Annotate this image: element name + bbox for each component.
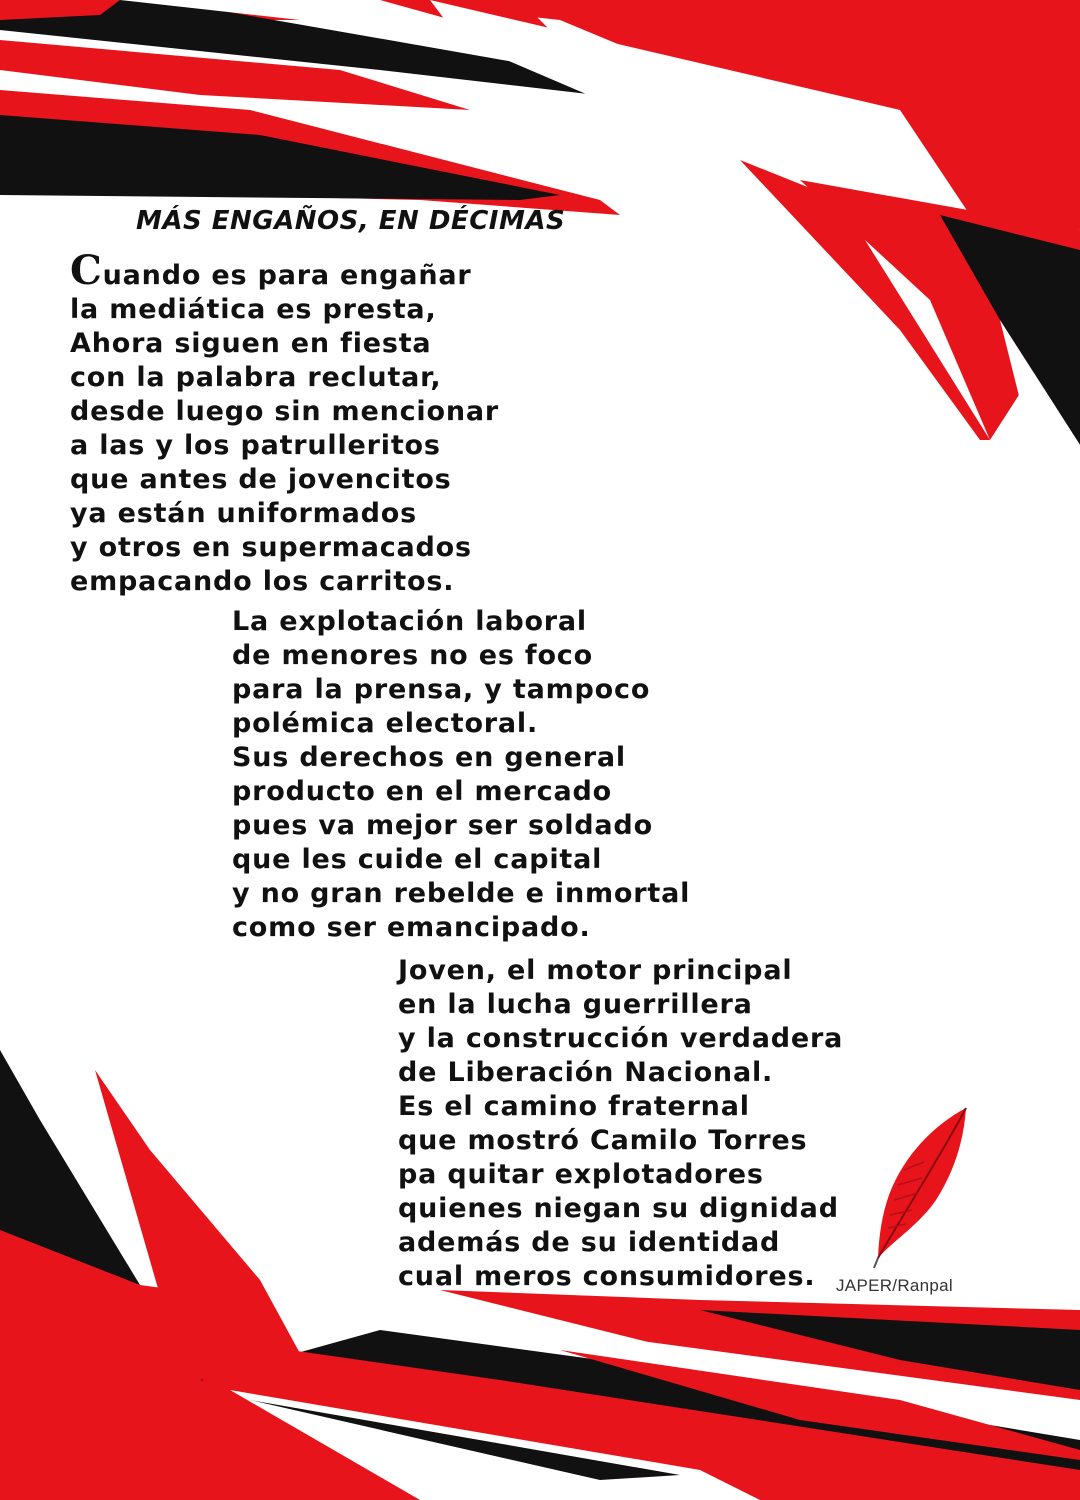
- poem-line: quienes niegan su dignidad: [398, 1193, 839, 1224]
- poem-line: Ahora siguen en fiesta: [70, 328, 432, 359]
- poem-line: que antes de jovencitos: [70, 464, 452, 495]
- poem-line: para la prensa, y tampoco: [232, 674, 651, 705]
- poem-title: MÁS ENGAÑOS, EN DÉCIMAS: [136, 206, 566, 236]
- poem-line: además de su identidad: [398, 1227, 781, 1258]
- poem-line: desde luego sin mencionar: [70, 396, 499, 427]
- poem-line: empacando los carritos.: [70, 566, 455, 597]
- poem-line: como ser emancipado.: [232, 912, 591, 943]
- poem-line: Joven, el motor principal: [398, 955, 793, 986]
- stanza-1: [70, 247, 499, 599]
- poem-line: cual meros consumidores.: [398, 1261, 816, 1292]
- poem-line: y otros en supermacados: [70, 532, 472, 563]
- quill-feather-icon: [864, 1100, 974, 1270]
- poem-line: con la palabra reclutar,: [70, 362, 442, 393]
- dropcap-letter: C: [70, 247, 103, 294]
- poem-line: [70, 247, 499, 294]
- poem-line: que les cuide el capital: [232, 844, 603, 875]
- poem-line: polémica electoral.: [232, 708, 539, 739]
- poem-line: Sus derechos en general: [232, 742, 626, 773]
- poem-line: pues va mejor ser soldado: [232, 810, 653, 841]
- poem-line: producto en el mercado: [232, 776, 612, 807]
- poem-line: Es el camino fraternal: [398, 1091, 750, 1122]
- author-signature: JAPER/Ranpal: [836, 1276, 953, 1295]
- poem-line: a las y los patrulleritos: [70, 430, 441, 461]
- poem-line: La explotación laboral: [232, 606, 587, 637]
- poem-line: que mostró Camilo Torres: [398, 1125, 808, 1156]
- poem-line: y la construcción verdadera: [398, 1023, 844, 1054]
- poem-line: de Liberación Nacional.: [398, 1057, 774, 1088]
- poem-line: ya están uniformados: [70, 498, 417, 529]
- poem-line: la mediática es presta,: [70, 294, 437, 325]
- poem-line-text: uando es para engañar: [102, 260, 472, 291]
- poem-line: y no gran rebelde e inmortal: [232, 878, 691, 909]
- poem-line: de menores no es foco: [232, 640, 593, 671]
- poem-line: pa quitar explotadores: [398, 1159, 764, 1190]
- stanza-3: [398, 954, 843, 1294]
- stanza-2: [232, 605, 690, 945]
- poem-line: en la lucha guerrillera: [398, 989, 753, 1020]
